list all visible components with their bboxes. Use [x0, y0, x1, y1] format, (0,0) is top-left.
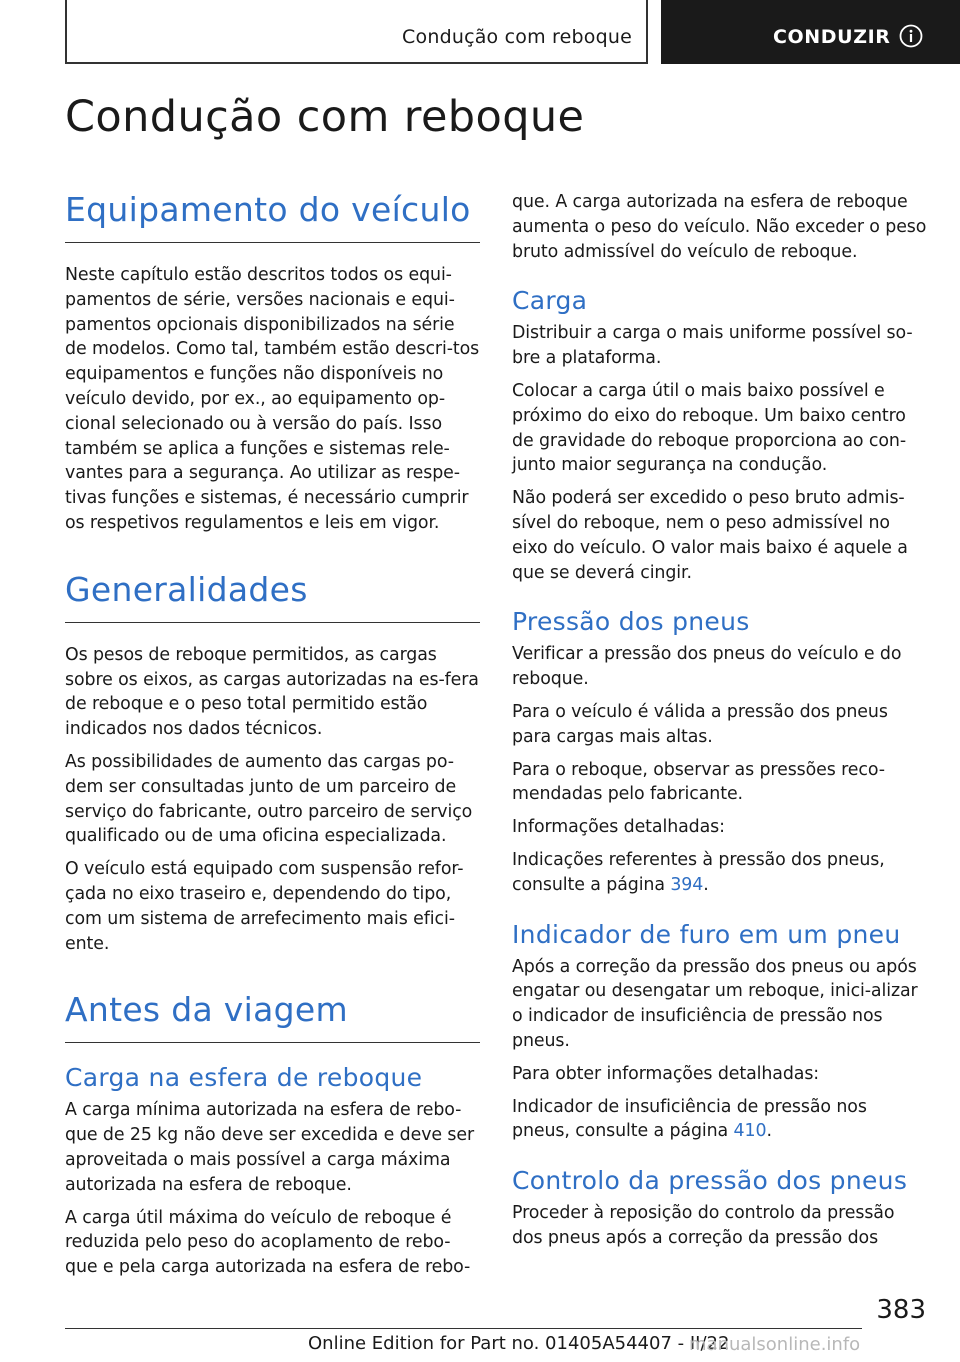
paragraph-text: Indicador de insuficiência de pressão nos pneus, consulte a página — [512, 1096, 867, 1142]
paragraph: Após a correção da pressão dos pneus ou após engatar ou desengatar um reboque, inici-alizar o indicador de insuficiência de pressão nos pneus. — [512, 956, 918, 1051]
paragraph-text: Indicações referentes à pressão dos pneus, consulte a página — [512, 849, 885, 895]
paragraph-end: . — [766, 1121, 772, 1142]
section-divider — [65, 622, 480, 623]
section-divider — [65, 242, 480, 243]
subsection-title-tire-pressure: Pressão dos pneus — [512, 607, 750, 637]
footer-edition-text: Online Edition for Part no. 01405A54407 - II/22 — [308, 1333, 730, 1354]
paragraph: Informações detalhadas: — [512, 817, 725, 838]
paragraph: Proceder à reposição do controlo da pressão dos pneus após a correção da pressão dos — [512, 1203, 895, 1248]
subsection-title-load: Carga — [512, 286, 588, 316]
page-title: Condução com reboque — [65, 92, 585, 142]
paragraph-end: . — [703, 874, 709, 895]
left-column — [65, 190, 480, 1288]
paragraph: As possibilidades de aumento das cargas po-dem ser consultadas junto de um parceiro de serviço do fabricante, outro parceiro de serviço qualificado ou de uma oficina especializada. — [65, 751, 473, 847]
header-chapter-box — [661, 0, 960, 64]
subsection-title-flat-tire-indicator: Indicador de furo em um pneu — [512, 919, 901, 949]
paragraph: Os pesos de reboque permitidos, as cargas sobre os eixos, as cargas autorizadas na es-fera de reboque e o peso total permitido estão indicados nos dados técnicos. — [65, 644, 479, 740]
paragraph: Não poderá ser excedido o peso bruto admis-sível do reboque, nem o peso admissível no eixo do veículo. O valor mais baixo é aquele a que se deverá cingir. — [512, 488, 908, 583]
page-link-410[interactable]: 410 — [733, 1121, 767, 1142]
paragraph: que. A carga autorizada na esfera de reboque aumenta o peso do veículo. Não exceder o peso bruto admissível do veículo de reboque. — [512, 192, 927, 262]
paragraph: A carga útil máxima do veículo de reboque é reduzida pelo peso do acoplamento de rebo-que e pela carga autorizada na esfera de rebo- — [65, 1207, 471, 1278]
paragraph: A carga mínima autorizada na esfera de rebo-que de 25 kg não deve ser excedida e deve ser aproveitada o mais possível a carga máxima autorizada na esfera de reboque. — [65, 1100, 475, 1195]
paragraph: Para o reboque, observar as pressões reco-mendadas pelo fabricante. — [512, 759, 885, 805]
paragraph: O veículo está equipado com suspensão refor-çada no eixo traseiro e, dependendo do tipo, com um sistema de arrefecimento mais efici-ente. — [65, 859, 464, 954]
subsection-title-hitch-load: Carga na esfera de reboque — [65, 1063, 423, 1093]
header-chapter-title: CONDUZIR — [773, 26, 891, 48]
paragraph: Colocar a carga útil o mais baixo possível e próximo do eixo do reboque. Um baixo centro de gravidade do reboque proporciona ao con-junto maior segurança na condução. — [512, 380, 906, 476]
paragraph — [512, 848, 927, 898]
footer-divider — [65, 1328, 862, 1329]
right-column — [512, 190, 927, 1259]
paragraph — [512, 1095, 927, 1145]
watermark: manualsonline.info — [689, 1334, 861, 1355]
paragraph: Neste capítulo estão descritos todos os equi-pamentos de série, versões nacionais e equi-pamentos opcionais disponibilizados na série de modelos. Como tal, também estão descri-tos equipamentos e funções não disponíveis no veículo devido, por ex., ao equipamento op-cional selecionado ou à versão do país. Isso também se aplica a funções e sistemas rele-vantes para a segurança. Ao utilizar as respe-tivas funções e sistemas, é necessário cumprir os respetivos regulamentos e leis em vigor. — [65, 265, 480, 533]
paragraph: Verificar a pressão dos pneus do veículo e do reboque. — [512, 644, 902, 690]
paragraph: Para obter informações detalhadas: — [512, 1063, 820, 1084]
page-link-394[interactable]: 394 — [670, 874, 704, 895]
section-title-general: Generalidades — [65, 569, 308, 609]
header-section-box — [65, 0, 648, 64]
page-number: 383 — [876, 1295, 926, 1325]
paragraph: Para o veículo é válida a pressão dos pneus para cargas mais altas. — [512, 701, 888, 747]
header-section-title: Condução com reboque — [402, 26, 632, 48]
subsection-title-tire-pressure-control: Controlo da pressão dos pneus — [512, 1166, 908, 1196]
section-title-equipment: Equipamento do veículo — [65, 190, 471, 229]
section-title-before-trip: Antes da viagem — [65, 990, 348, 1030]
paragraph: Distribuir a carga o mais uniforme possível so-bre a plataforma. — [512, 323, 913, 369]
info-icon — [899, 24, 923, 48]
section-divider — [65, 1042, 480, 1043]
